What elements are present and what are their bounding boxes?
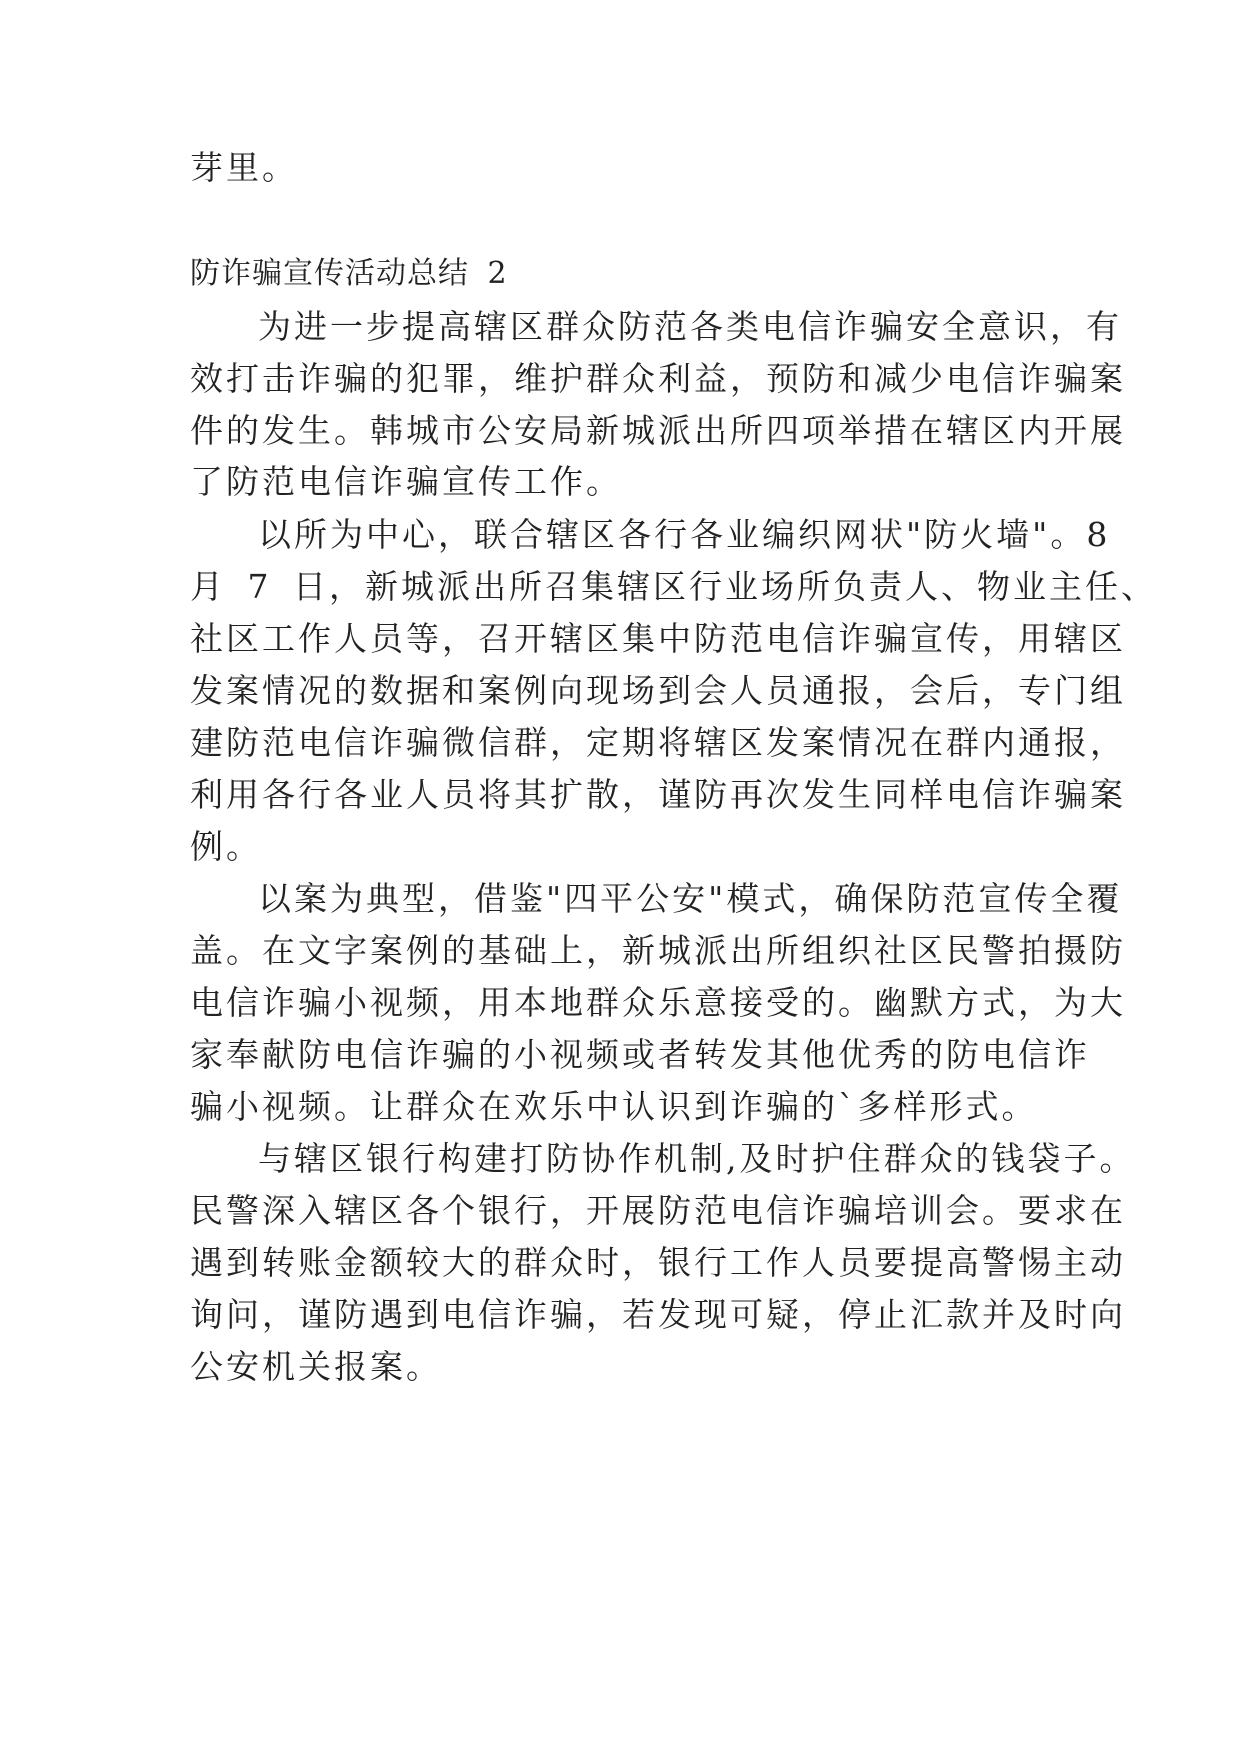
text-line: 民警深入辖区各个银行，开展防范电信诈骗培训会。要求在 [190, 1191, 1126, 1230]
section-heading: 防诈骗宣传活动总结 2 [190, 256, 508, 291]
text-line: 以案为典型，借鉴"四平公安"模式，确保防范宣传全覆 [258, 879, 1123, 918]
text-line: 效打击诈骗的犯罪，维护群众利益，预防和减少电信诈骗案 [190, 359, 1126, 398]
text-line: 以所为中心，联合辖区各行各业编织网状"防火墙"。8 [258, 515, 1111, 554]
text-line: 家奉献防电信诈骗的小视频或者转发其他优秀的防电信诈 [190, 1035, 1090, 1074]
text-line: 月 7 日，新城派出所召集辖区行业场所负责人、物业主任、 [190, 567, 1157, 606]
text-line: 电信诈骗小视频，用本地群众乐意接受的。幽默方式，为大 [190, 983, 1126, 1022]
text-line: 骗小视频。让群众在欢乐中认识到诈骗的`多样形式。 [190, 1087, 1038, 1126]
text-line: 件的发生。韩城市公安局新城派出所四项举措在辖区内开展 [190, 411, 1126, 450]
text-line: 与辖区银行构建打防协作机制,及时护住群众的钱袋子。 [258, 1139, 1136, 1178]
text-line: 盖。在文字案例的基础上，新城派出所组织社区民警拍摄防 [190, 931, 1126, 970]
text-line: 公安机关报案。 [190, 1347, 442, 1386]
text-line: 为进一步提高辖区群众防范各类电信诈骗安全意识，有 [258, 307, 1122, 346]
text-line: 社区工作人员等，召开辖区集中防范电信诈骗宣传，用辖区 [190, 619, 1126, 658]
text-line: 了防范电信诈骗宣传工作。 [190, 462, 622, 501]
text-line: 遇到转账金额较大的群众时，银行工作人员要提高警惕主动 [190, 1243, 1126, 1282]
text-line: 例。 [190, 827, 262, 866]
text-line: 建防范电信诈骗微信群，定期将辖区发案情况在群内通报， [190, 723, 1126, 762]
text-line: 询问，谨防遇到电信诈骗，若发现可疑，停止汇款并及时向 [190, 1295, 1126, 1334]
text-line: 发案情况的数据和案例向现场到会人员通报，会后，专门组 [190, 671, 1126, 710]
text-line: 利用各行各业人员将其扩散，谨防再次发生同样电信诈骗案 [190, 775, 1126, 814]
text-line: 芽里。 [190, 148, 298, 187]
